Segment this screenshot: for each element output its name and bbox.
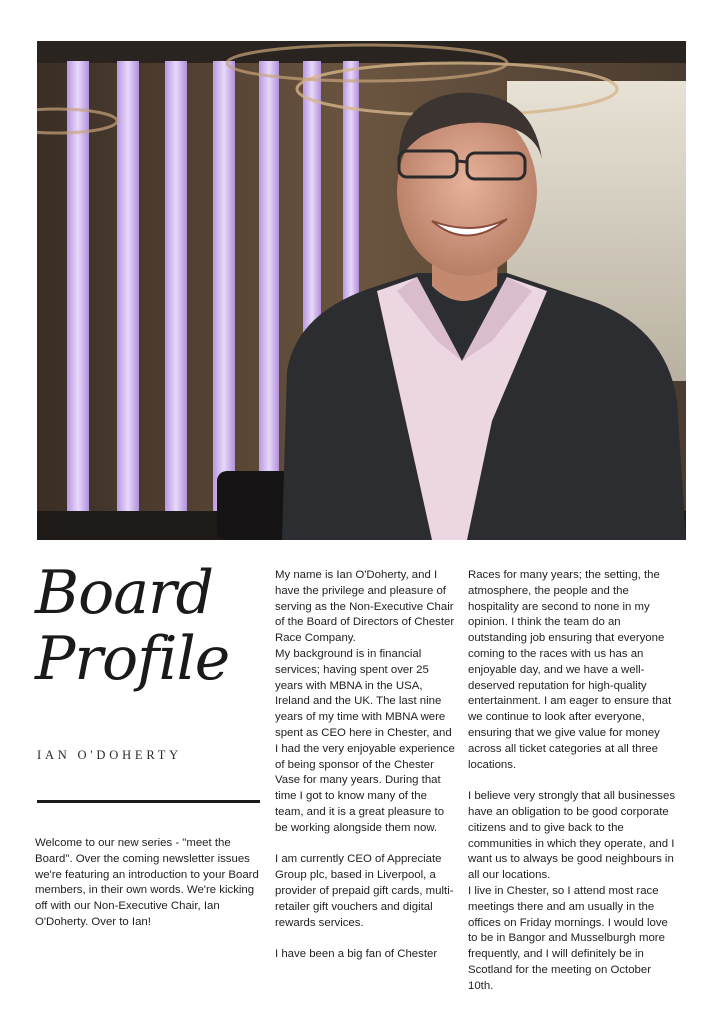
paragraph-community-b: I live in Chester, so I attend most race meetings there and am usually in the offices on Friday mornings. I would love to be in Bangor and Musselburgh more frequently, and I will definitely be in Scotland for the meeting on October 10th. (468, 884, 668, 992)
title-line-profile: Profile (35, 624, 230, 694)
article-column-3 (468, 568, 678, 995)
portrait-illustration (37, 41, 686, 540)
paragraph-community (468, 789, 678, 994)
subject-name: IAN O'DOHERTY (37, 748, 182, 762)
paragraph-ceo: I am currently CEO of Appreciate Group plc, based in Liverpool, a provider of prepaid gift cards, multi-retailer gift vouchers and digital rewards services. (275, 853, 454, 929)
paragraph-community-a: I believe very strongly that all businesses have an obligation to be good corporate citizens and to give back to the communities in which they operate, and I want us to always be good neighbours in all our locations. (468, 790, 676, 882)
intro-text: Welcome to our new series - "meet the Board". Over the coming newsletter issues we're featuring an introduction to your Board members, in their own words. We're kicking off with our Non-Executive Chair, Ian O'Doherty. Over to Ian! (35, 837, 259, 928)
paragraph-races: Races for many years; the setting, the atmosphere, the people and the hospitality are second to none in my opinion. I think the team do an outstanding job ensuring that everyone coming to the races with us has an enjoyable day, and we have a well-deserved reputation for high-quality entertainment. I am eager to ensure that we continue to look after everyone, ensuring that we give value for money across all ticket categories at all three locations. (468, 569, 672, 771)
page-title (35, 560, 265, 692)
paragraph-intro (275, 568, 457, 837)
title-line-board: Board (35, 558, 214, 628)
paragraph-intro-b: My background is in financial services; having spent over 25 years with MBNA in the USA, Ireland and the UK. The last nine years of my time with MBNA were spent as CEO here in Chester, and I had the very enjoyable experience of being sponsor of the Chester Vase for many years. During that time I got to know many of the team, and it is a great pleasure to be working alongside them now. (275, 647, 455, 834)
paragraph-intro-a: My name is Ian O'Doherty, and I have the privilege and pleasure of serving as the Non-Executive Chair of the Board of Directors of Chester Race Company. (275, 569, 455, 645)
portrait-photo (37, 41, 686, 540)
article-column-2 (275, 568, 457, 963)
divider (37, 800, 260, 803)
paragraph-fan-start: I have been a big fan of Chester (275, 948, 438, 961)
